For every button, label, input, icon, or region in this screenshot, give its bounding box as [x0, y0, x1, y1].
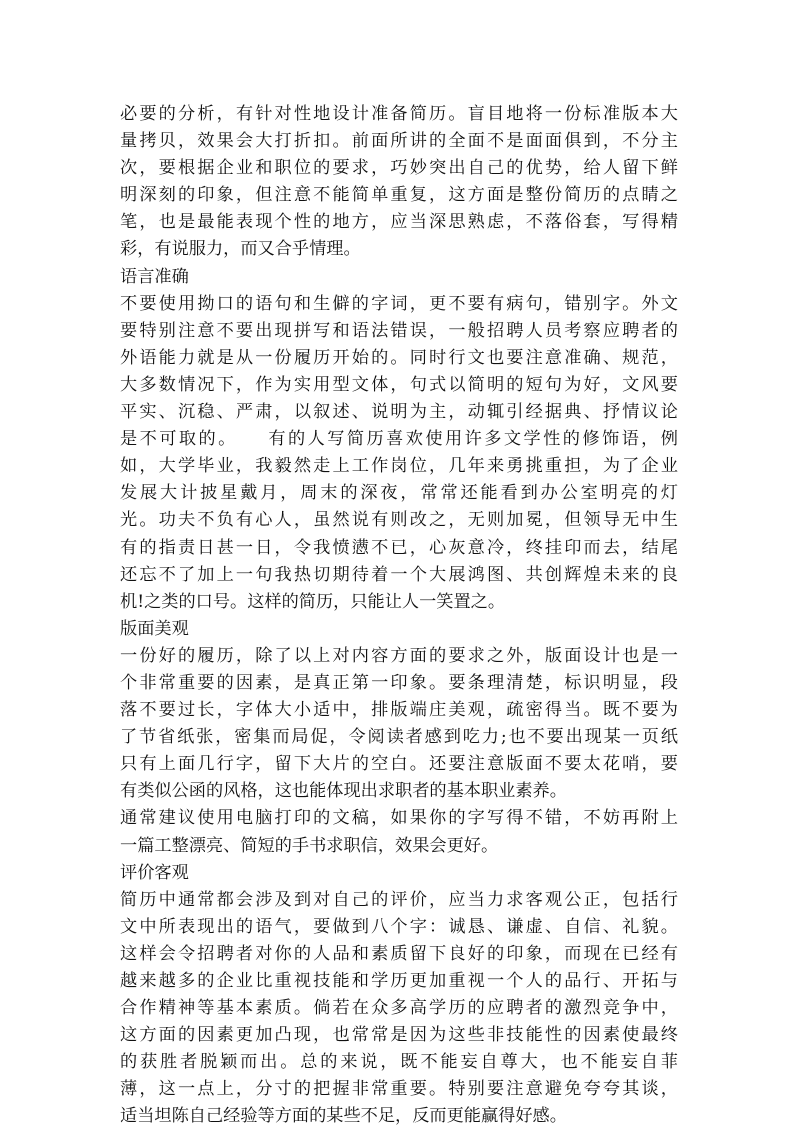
- paragraph: [120, 805, 678, 859]
- paragraph-line: 适当坦陈自己经验等方面的某些不足，反而更能赢得好感。: [120, 1106, 567, 1127]
- paragraph-line: 文中所表现出的语气，要做到八个字：诚恳、谦虚、自信、礼貌。: [120, 916, 678, 937]
- paragraph-line: 次，要根据企业和职位的要求，巧妙突出自己的优势，给人留下鲜: [120, 158, 678, 179]
- paragraph-line: 这方面的因素更加凸现，也常常是因为这些非技能性的因素使最终: [120, 1025, 678, 1046]
- paragraph-line: 简历中通常都会涉及到对自己的评价，应当力求客观公正，包括行: [120, 889, 678, 910]
- paragraph-line: 落不要过长，字体大小适中，排版端庄美观，疏密得当。既不要为: [120, 700, 678, 721]
- paragraph-line: 如，大学毕业，我毅然走上工作岗位，几年来勇挑重担，为了企业: [120, 456, 678, 477]
- paragraph-line: 平实、沉稳、严肃，以叙述、说明为主，动辄引经据典、抒情议论: [120, 402, 678, 423]
- paragraph-line: 通常建议使用电脑打印的文稿，如果你的字写得不错，不妨再附上: [120, 808, 678, 829]
- paragraph-line: 光。功夫不负有心人，虽然说有则改之，无则加冕，但领导无中生: [120, 510, 678, 531]
- paragraph: [120, 643, 678, 806]
- paragraph-line: 一份好的履历，除了以上对内容方面的要求之外，版面设计也是一: [120, 645, 678, 666]
- paragraph-line: 必要的分析，有针对性地设计准备简历。盲目地将一份标准版本大: [120, 104, 678, 124]
- paragraph-line: 大多数情况下，作为实用型文体，句式以简明的短句为好，文风要: [120, 374, 678, 395]
- paragraph-line: 外语能力就是从一份履历开始的。同时行文也要注意准确、规范，: [120, 347, 678, 368]
- paragraph-line: 是不可取的。 有的人写简历喜欢使用许多文学性的修饰语，例: [120, 429, 678, 450]
- paragraph-line: 不要使用拗口的语句和生僻的字词，更不要有病句，错别字。外文: [120, 293, 678, 314]
- paragraph-line: 合作精神等基本素质。倘若在众多高学历的应聘者的激烈竞争中，: [120, 998, 678, 1019]
- paragraph-line: 机!之类的口号。这样的简历，只能让人一笑置之。: [120, 591, 506, 612]
- paragraph-line: 这样会令招聘者对你的人品和素质留下良好的印象，而现在已经有: [120, 943, 678, 964]
- paragraph-line: 个非常重要的因素，是真正第一印象。要条理清楚，标识明显，段: [120, 672, 678, 693]
- paragraph-line: 有类似公函的风格，这也能体现出求职者的基本职业素养。: [120, 781, 567, 802]
- paragraph: [120, 291, 678, 616]
- paragraph-line: 了节省纸张，密集而局促，令阅读者感到吃力;也不要出现某一页纸: [120, 727, 678, 748]
- paragraph-line: 薄，这一点上，分寸的把握非常重要。特别要注意避免夸夸其谈，: [120, 1079, 678, 1100]
- paragraph-line: 笔，也是最能表现个性的地方，应当深思熟虑，不落俗套，写得精: [120, 212, 678, 233]
- section-heading: 评价客观: [120, 862, 189, 883]
- paragraph-line: 只有上面几行字，留下大片的空白。还要注意版面不要太花哨，要: [120, 754, 678, 775]
- paragraph-line: 彩，有说服力，而又合乎情理。: [120, 239, 361, 260]
- paragraph-line: 发展大计披星戴月，周末的深夜，常常还能看到办公室明亮的灯: [120, 483, 678, 504]
- paragraph-line: 越来越多的企业比重视技能和学历更加重视一个人的品行、开拓与: [120, 971, 678, 991]
- paragraph: [120, 101, 678, 264]
- paragraph-line: 有的指责日甚一日，令我愤懑不已，心灰意冷，终挂印而去，结尾: [120, 537, 678, 558]
- paragraph-line: 要特别注意不要出现拼写和语法错误，一般招聘人员考察应聘者的: [120, 320, 678, 341]
- paragraph-line: 明深刻的印象，但注意不能简单重复，这方面是整份简历的点睛之: [120, 185, 678, 206]
- paragraph-line: 一篇工整漂亮、简短的手书求职信，效果会更好。: [120, 835, 499, 856]
- section-heading: 版面美观: [120, 618, 189, 639]
- document-page: [120, 101, 678, 1131]
- section-heading: 语言准确: [120, 266, 189, 287]
- paragraph-line: 还忘不了加上一句我热切期待着一个大展鸿图、共创辉煌未来的良: [120, 564, 678, 585]
- paragraph: [120, 887, 678, 1131]
- paragraph-line: 量拷贝，效果会大打折扣。前面所讲的全面不是面面俱到，不分主: [120, 131, 678, 152]
- paragraph-line: 的获胜者脱颖而出。总的来说，既不能妄自尊大，也不能妄自菲: [120, 1052, 678, 1073]
